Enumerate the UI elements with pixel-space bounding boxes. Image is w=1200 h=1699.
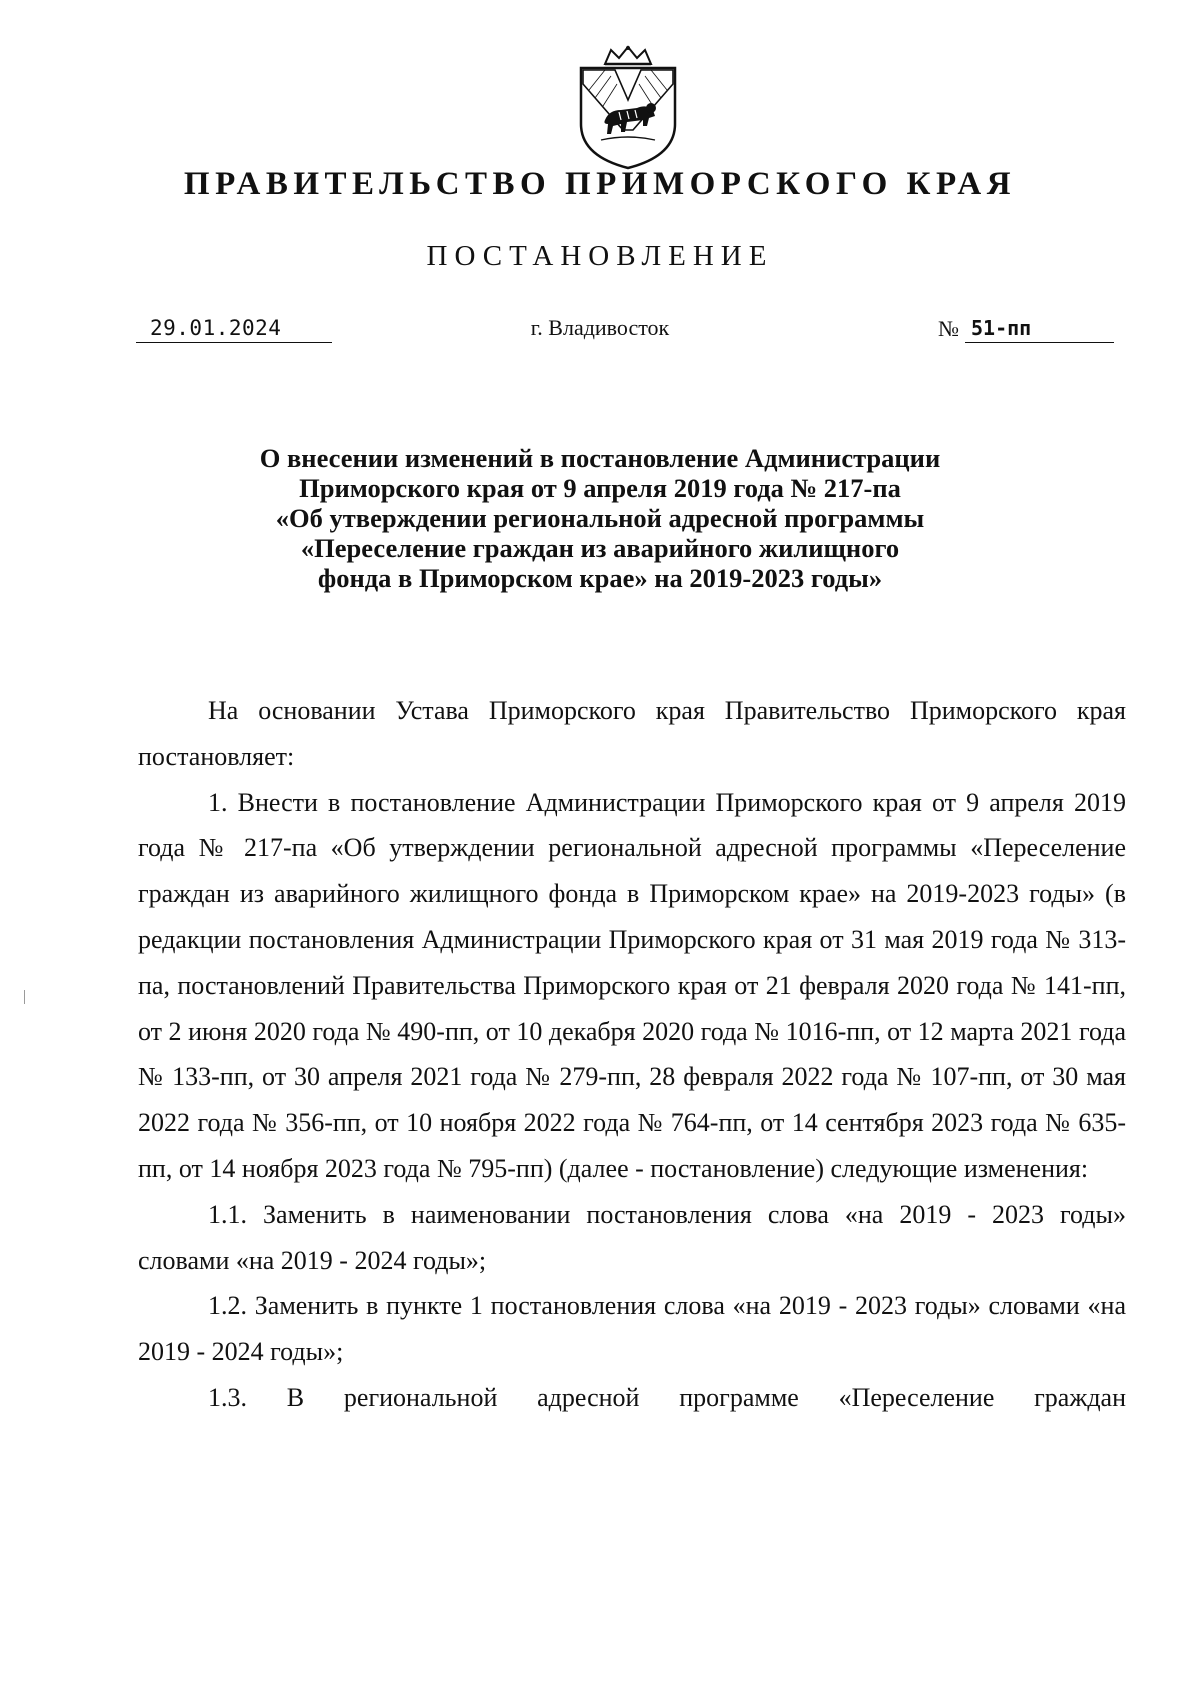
body-paragraph: 1. Внести в постановление Администрации Приморского края от 9 апреля 2019 года № 217-па «Об утверждении региональной адресной программы «Переселение граждан из аварийного жилищного фонда в Приморском крае» на 2019-2023 годы» (в редакции постановления Администрации Приморского края от 31 мая 2019 года № 313-па, постановлений Правительства Приморского края от 21 февраля 2020 года № 141-пп, от 2 июня 2020 года № 490-пп, от 10 декабря 2020 года № 1016-пп, от 12 марта 2021 года № 133-пп, от 30 апреля 2021 года № 279-пп, 28 февраля 2022 года № 107-пп, от 30 мая 2022 года № 356-пп, от 10 ноября 2022 года № 764-пп, от 14 сентября 2023 года № 635-пп, от 14 ноября 2023 года № 795-пп) (далее - постановление) следующие изменения: (138, 787, 1126, 1183)
decree-city: г. Владивосток (530, 315, 670, 340)
decree-subject (190, 443, 1010, 593)
number-value: 51-пп (965, 314, 1114, 343)
decree-body (138, 688, 1126, 1421)
body-paragraph: 1.3. В региональной адресной программе «Переселение граждан (208, 1382, 1126, 1412)
body-paragraph: На основании Устава Приморского края Правительство Приморского края постановляет: (138, 696, 1126, 771)
decree-date: 29.01.2024 (136, 314, 332, 343)
decree-kind: ПОСТАНОВЛЕНИЕ (426, 240, 774, 272)
body-paragraph: 1.2. Заменить в пункте 1 постановления слова «на 2019 - 2023 годы» словами «на 2019 - 2024 годы»; (138, 1291, 1126, 1367)
subject-line: фонда в Приморском крае» на 2019-2023 годы» (317, 563, 883, 593)
subject-line: О внесении изменений в постановление Администрации (259, 443, 941, 473)
coat-of-arms-icon (575, 44, 681, 172)
body-paragraph: 1.1. Заменить в наименовании постановления слова «на 2019 - 2023 годы» словами «на 2019 - 2024 годы»; (138, 1199, 1126, 1275)
number-sign: № (938, 316, 959, 341)
government-title: ПРАВИТЕЛЬСТВО ПРИМОРСКОГО КРАЯ (183, 166, 1017, 202)
subject-line: «Об утверждении региональной адресной программы (275, 503, 925, 533)
decree-number (938, 314, 1114, 343)
scan-margin-mark (24, 990, 25, 1004)
subject-line: Приморского края от 9 апреля 2019 года № 217-па (299, 473, 901, 503)
subject-line: «Переселение граждан из аварийного жилищного (300, 533, 900, 563)
